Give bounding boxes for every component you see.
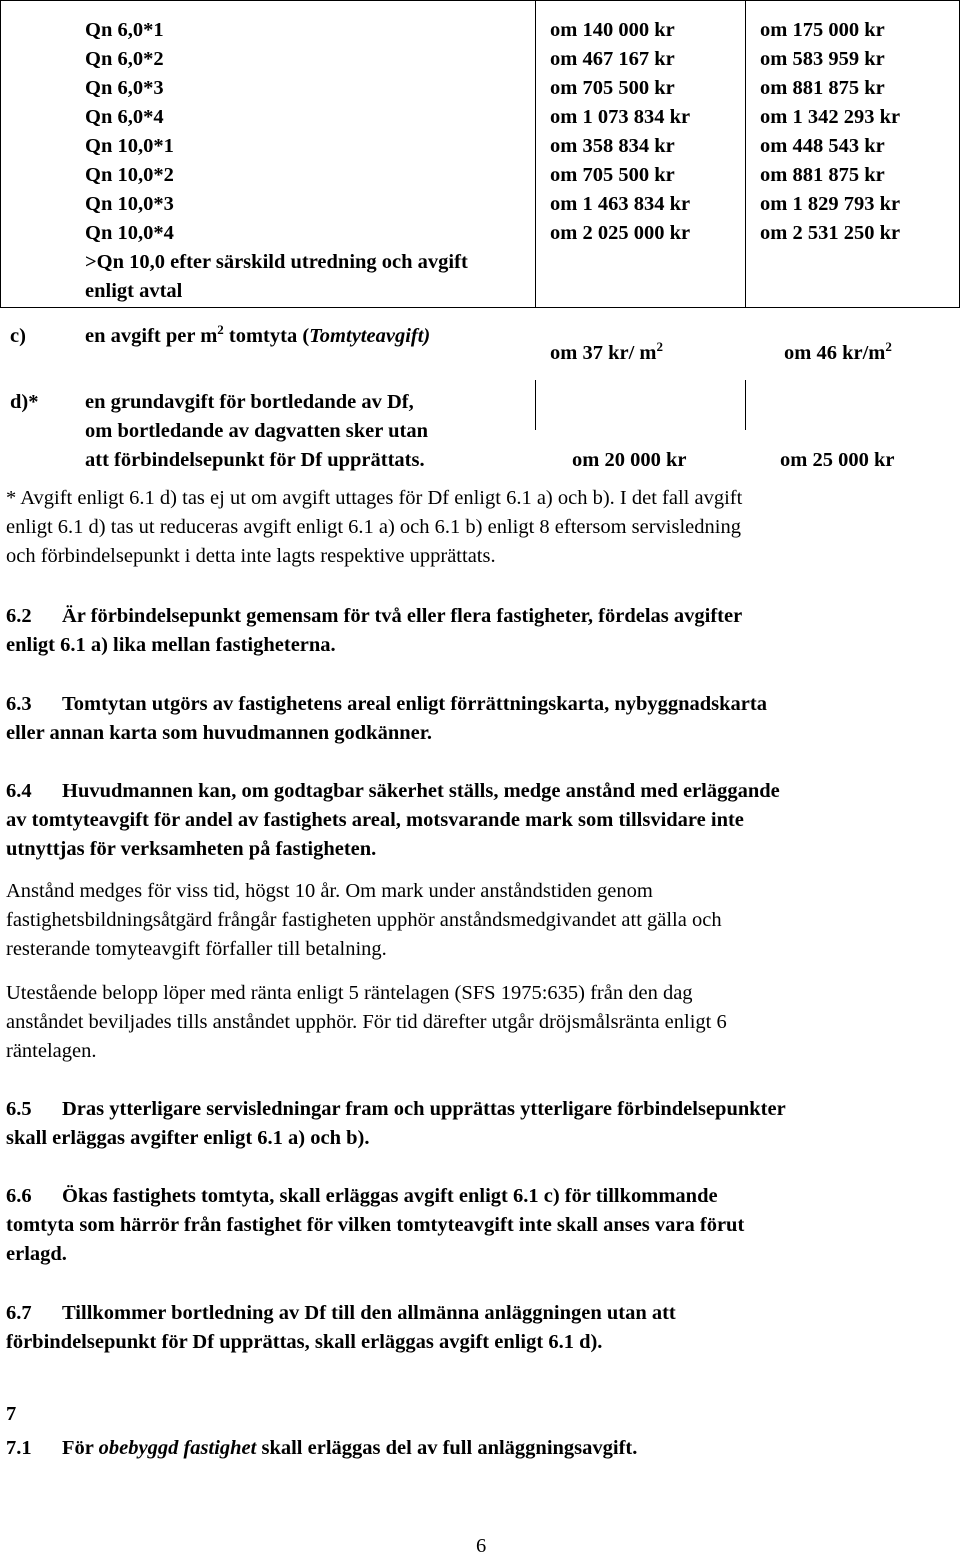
table-col-divider-1-lower [535, 380, 536, 430]
table-cell: om 140 000 kr [550, 19, 675, 41]
table-cell: om 1 342 293 kr [760, 106, 901, 128]
row-d-marker: d)* [10, 391, 39, 413]
table-cell: om 2 025 000 kr [550, 222, 691, 244]
row-c-text-mid: tomtyta ( [223, 325, 310, 347]
table-cell: om 1 463 834 kr [550, 193, 691, 215]
qn-label: enligt avtal [85, 280, 183, 302]
table-cell: om 358 834 kr [550, 135, 675, 157]
table-col-divider-2 [745, 0, 746, 307]
section-text: Tillkommer bortledning av Df till den allmänna anläggningen utan att [62, 1302, 676, 1324]
row-c-text: en avgift per m [85, 325, 218, 347]
table-cell: om 881 875 kr [760, 77, 885, 99]
section-number: 6.2 [6, 605, 32, 627]
table-cell: om 467 167 kr [550, 48, 675, 70]
section-text-italic: obebyggd fastighet [98, 1437, 257, 1459]
row-c-col2-sup: 2 [885, 339, 892, 355]
section-number: 6.5 [6, 1098, 32, 1120]
section-text: Är förbindelsepunkt gemensam för två eller flera fastigheter, fördelas avgifter [62, 605, 743, 627]
paragraph-line: räntelagen. [6, 1040, 97, 1062]
table-cell: om 705 500 kr [550, 164, 675, 186]
row-c-col1-sup: 2 [656, 339, 663, 355]
table-left-border [0, 0, 1, 307]
row-d-line: om bortledande av dagvatten sker utan [85, 420, 429, 442]
section-text: Dras ytterligare servisledningar fram och upprättas ytterligare förbindelsepunkter [62, 1098, 786, 1120]
section-7-1 [6, 1434, 956, 1463]
section-number: 6.6 [6, 1185, 32, 1207]
qn-col1-values [550, 16, 690, 248]
table-cell: om 175 000 kr [760, 19, 885, 41]
footnote-line: och förbindelsepunkt i detta inte lagts respektive upprättats. [6, 545, 496, 567]
row-d-label [85, 388, 428, 475]
paragraph-line: fastighetsbildningsåtgärd frångår fastigheten upphör anståndsmedgivandet att gälla och [6, 909, 722, 931]
row-c-col2-text: om 46 kr/m [784, 342, 886, 364]
section-6-2 [6, 602, 956, 660]
qn-label: >Qn 10,0 efter särskild utredning och avgift [85, 251, 468, 273]
row-c-sup: 2 [217, 322, 224, 338]
row-d-col2: om 25 000 kr [780, 449, 895, 471]
paragraph-line: anståndet beviljades tills anståndet upphör. För tid därefter utgår dröjsmålsränta enligt 6 [6, 1011, 727, 1033]
paragraph-line: Anstånd medges för viss tid, högst 10 år. Om mark under anståndstiden genom [6, 880, 653, 902]
section-text: av tomtyteavgift för andel av fastighets areal, motsvarande mark som tillsvidare inte [6, 809, 744, 831]
section-number: 6.7 [6, 1302, 32, 1324]
table-top-border [0, 0, 960, 1]
table-cell: om 2 531 250 kr [760, 222, 901, 244]
section-6-6 [6, 1182, 956, 1269]
qn-col2-values [760, 16, 900, 248]
qn-label: Qn 10,0*3 [85, 193, 174, 215]
table-cell: om 1 073 834 kr [550, 106, 691, 128]
section-text: Huvudmannen kan, om godtagbar säkerhet ställs, medge anstånd med erläggande [62, 780, 780, 802]
row-d-line: en grundavgift för bortledande av Df, [85, 391, 414, 413]
row-c-marker: c) [10, 325, 26, 347]
section-number: 6.3 [6, 693, 32, 715]
table-cell: om 1 829 793 kr [760, 193, 901, 215]
qn-label: Qn 10,0*2 [85, 164, 174, 186]
section-7-heading: 7 [6, 1403, 17, 1425]
footnote-line: enligt 6.1 d) tas ut reduceras avgift enligt 6.1 a) och 6.1 b) enligt 8 eftersom servisledning [6, 516, 741, 538]
qn-label: Qn 10,0*4 [85, 222, 174, 244]
section-text: skall erläggas avgifter enligt 6.1 a) och b). [6, 1127, 370, 1149]
footnote-line: * Avgift enligt 6.1 d) tas ej ut om avgift uttages för Df enligt 6.1 a) och b). I det fall avgift [6, 487, 743, 509]
table-col-divider-1 [535, 0, 536, 307]
row-d-col1: om 20 000 kr [572, 449, 687, 471]
table-cell: om 705 500 kr [550, 77, 675, 99]
section-text: skall erläggas del av full anläggningsavgift. [256, 1437, 638, 1459]
row-c-italic: Tomtyteavgift) [309, 325, 431, 347]
section-text: Tomtytan utgörs av fastighetens areal enligt förrättningskarta, nybyggnadskarta [62, 693, 767, 715]
section-text: erlagd. [6, 1243, 67, 1265]
footnote [6, 484, 956, 571]
section-number: 6.4 [6, 780, 32, 802]
table-row-divider [0, 307, 960, 308]
row-c-col1 [550, 339, 663, 368]
row-d-line: att förbindelsepunkt för Df upprättats. [85, 449, 425, 471]
row-c-label [85, 322, 430, 351]
table-cell: om 583 959 kr [760, 48, 885, 70]
section-text: Ökas fastighets tomtyta, skall erläggas avgift enligt 6.1 c) för tillkommande [62, 1185, 718, 1207]
table-cell: om 881 875 kr [760, 164, 885, 186]
qn-label: Qn 10,0*1 [85, 135, 174, 157]
section-text: enligt 6.1 a) lika mellan fastigheterna. [6, 634, 336, 656]
table-cell: om 448 543 kr [760, 135, 885, 157]
section-6-4-paragraph-1 [6, 877, 956, 964]
paragraph-line: Utestående belopp löper med ränta enligt 5 räntelagen (SFS 1975:635) från den dag [6, 982, 693, 1004]
table-col-divider-2-lower [745, 380, 746, 430]
section-text: utnyttjas för verksamheten på fastigheten. [6, 838, 377, 860]
section-number: 7.1 [6, 1437, 32, 1459]
qn-label: Qn 6,0*4 [85, 106, 164, 128]
page-number: 6 [476, 1535, 487, 1557]
section-6-7 [6, 1299, 956, 1357]
section-6-4 [6, 777, 956, 864]
section-text: eller annan karta som huvudmannen godkänner. [6, 722, 433, 744]
qn-label: Qn 6,0*3 [85, 77, 164, 99]
row-c-col2 [784, 339, 892, 368]
qn-labels [85, 16, 468, 306]
section-text: För [62, 1437, 99, 1459]
row-c-col1-text: om 37 kr/ m [550, 342, 657, 364]
qn-label: Qn 6,0*2 [85, 48, 164, 70]
section-6-4-paragraph-2 [6, 979, 956, 1066]
qn-label: Qn 6,0*1 [85, 19, 164, 41]
paragraph-line: resterande tomyteavgift förfaller till betalning. [6, 938, 387, 960]
section-6-3 [6, 690, 956, 748]
section-6-5 [6, 1095, 956, 1153]
section-text: tomtyta som härrör från fastighet för vilken tomtyteavgift inte skall anses vara förut [6, 1214, 745, 1236]
section-text: förbindelsepunkt för Df upprättas, skall erläggas avgift enligt 6.1 d). [6, 1331, 603, 1353]
